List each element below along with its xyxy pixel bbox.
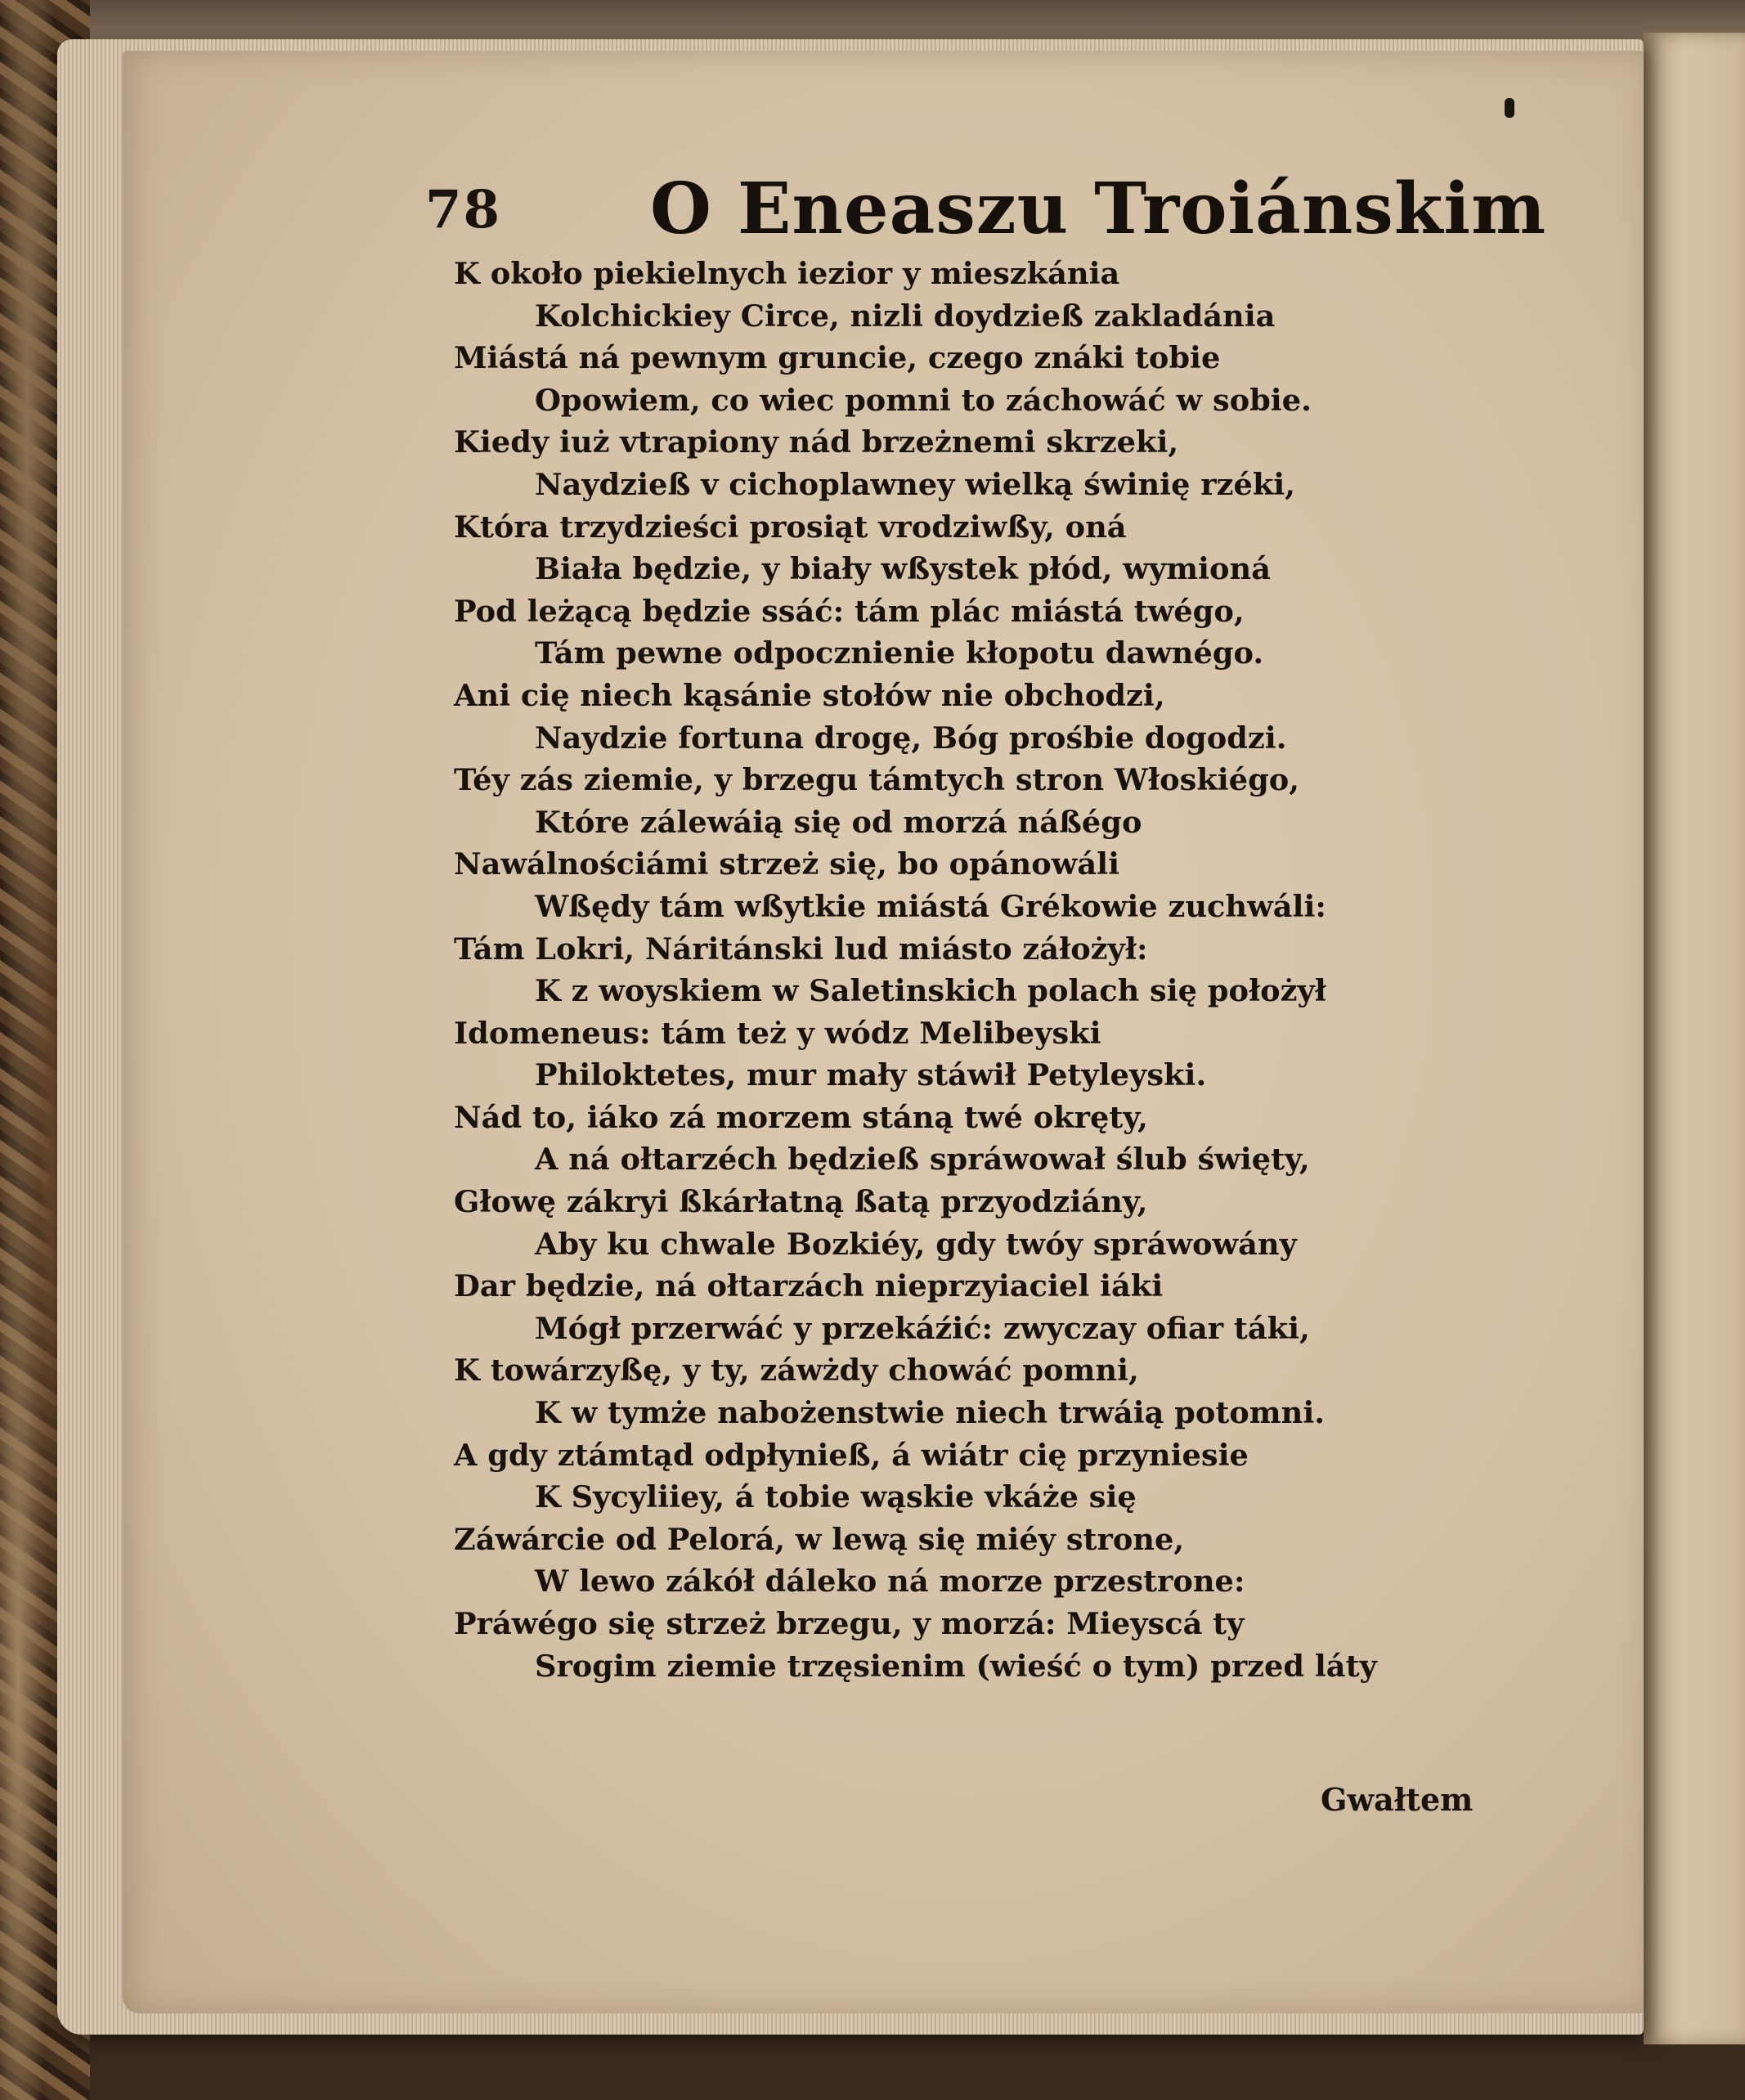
verse-line: W lewo zákół dáleko ná morze przestrone: [534,1564,1245,1600]
verse-line: K w tymże nabożenstwie niech trwáią potomni. [534,1396,1326,1431]
page-header [425,168,1570,249]
verse-line: Záwárcie od Pelorá, w lewą się miéy strone, [454,1522,1185,1557]
page-number: 78 [425,179,502,240]
verse-line: Naydzieß v cichoplawney wielką świnię rzéki, [534,467,1295,502]
verse-line: K około piekielnych iezior y mieszkánia [454,257,1120,291]
verse-line: Głowę zákryi ßkárłatną ßatą przyodziány, [454,1185,1148,1220]
verse-line: Która trzydzieści prosiąt vrodziwßy, oná [454,509,1127,545]
verse-text [454,254,1615,1688]
verse-line: Które zálewáią się od morzá náßégo [534,805,1142,840]
running-title: O Eneaszu Troiánskim [650,168,1547,250]
verse-line: Kiedy iuż vtrapiony nád brzeżnemi skrzeki, [454,425,1179,460]
verse-line: Pod leżącą będzie ssáć: tám plác miástá twégo, [454,594,1245,629]
verse-line: A ná ołtarzéch będzieß spráwował ślub święty, [534,1142,1310,1178]
verse-line: K towárzyßę, y ty, záwżdy chowáć pomni, [454,1353,1139,1389]
verse-line: Tám pewne odpocznienie kłopotu dawnégo. [534,636,1264,671]
verse-line: Kolchickiey Circe, nizli doydzieß zakladánia [534,298,1276,334]
verse-line: A gdy ztámtąd odpłynieß, á wiátr cię przyniesie [454,1438,1249,1473]
verse-line: Srogim ziemie trzęsienim (wieść o tym) przed láty [534,1649,1377,1684]
verse-line: K z woyskiem w Saletinskich polach się położył [534,974,1326,1009]
verse-line: Miástá ná pewnym gruncie, czego znáki tobie [454,341,1221,376]
verse-line: Tám Lokri, Náritánski lud miásto záłożył: [454,931,1148,967]
facing-page-edge [1644,33,1745,2044]
verse-line: Aby ku chwale Bozkiéy, gdy twóy spráwowány [534,1227,1297,1262]
verse-line: Idomeneus: tám też y wódz Melibeyski [454,1016,1101,1051]
catchword: Gwałtem [1321,1781,1474,1818]
verse-line: Wßędy tám wßytkie miástá Grékowie zuchwáli: [534,889,1326,924]
verse-line: Téy zás ziemie, y brzegu támtych stron Włoskiégo, [454,763,1300,798]
verse-line: Philoktetes, mur mały stáwił Petyleyski. [534,1058,1207,1093]
verse-line: Ani cię niech kąsánie stołów nie obchodzi, [454,678,1165,713]
ink-mark [1505,98,1514,118]
verse-line: Práwégo się strzeż brzegu, y morzá: Mieyscá ty [454,1607,1245,1641]
verse-line: Biała będzie, y biały wßystek płód, wymioná [534,552,1271,587]
verse-line: K Sycyliiey, á tobie wąskie vkáże się [534,1480,1137,1515]
verse-line: Naydzie fortuna drogę, Bóg prośbie dogodzi. [534,720,1287,756]
verse-line: Nawálnościámi strzeż się, bo opánowáli [454,847,1120,882]
verse-line: Dar będzie, ná ołtarzách nieprzyiaciel iáki [454,1269,1164,1304]
verse-line: Mógł przerwáć y przekáźić: zwyczay ofiar táki, [534,1311,1310,1346]
verse-line: Opowiem, co wiec pomni to záchowáć w sobie. [534,383,1312,418]
verse-line: Nád to, iáko zá morzem stáną twé okręty, [454,1100,1148,1135]
